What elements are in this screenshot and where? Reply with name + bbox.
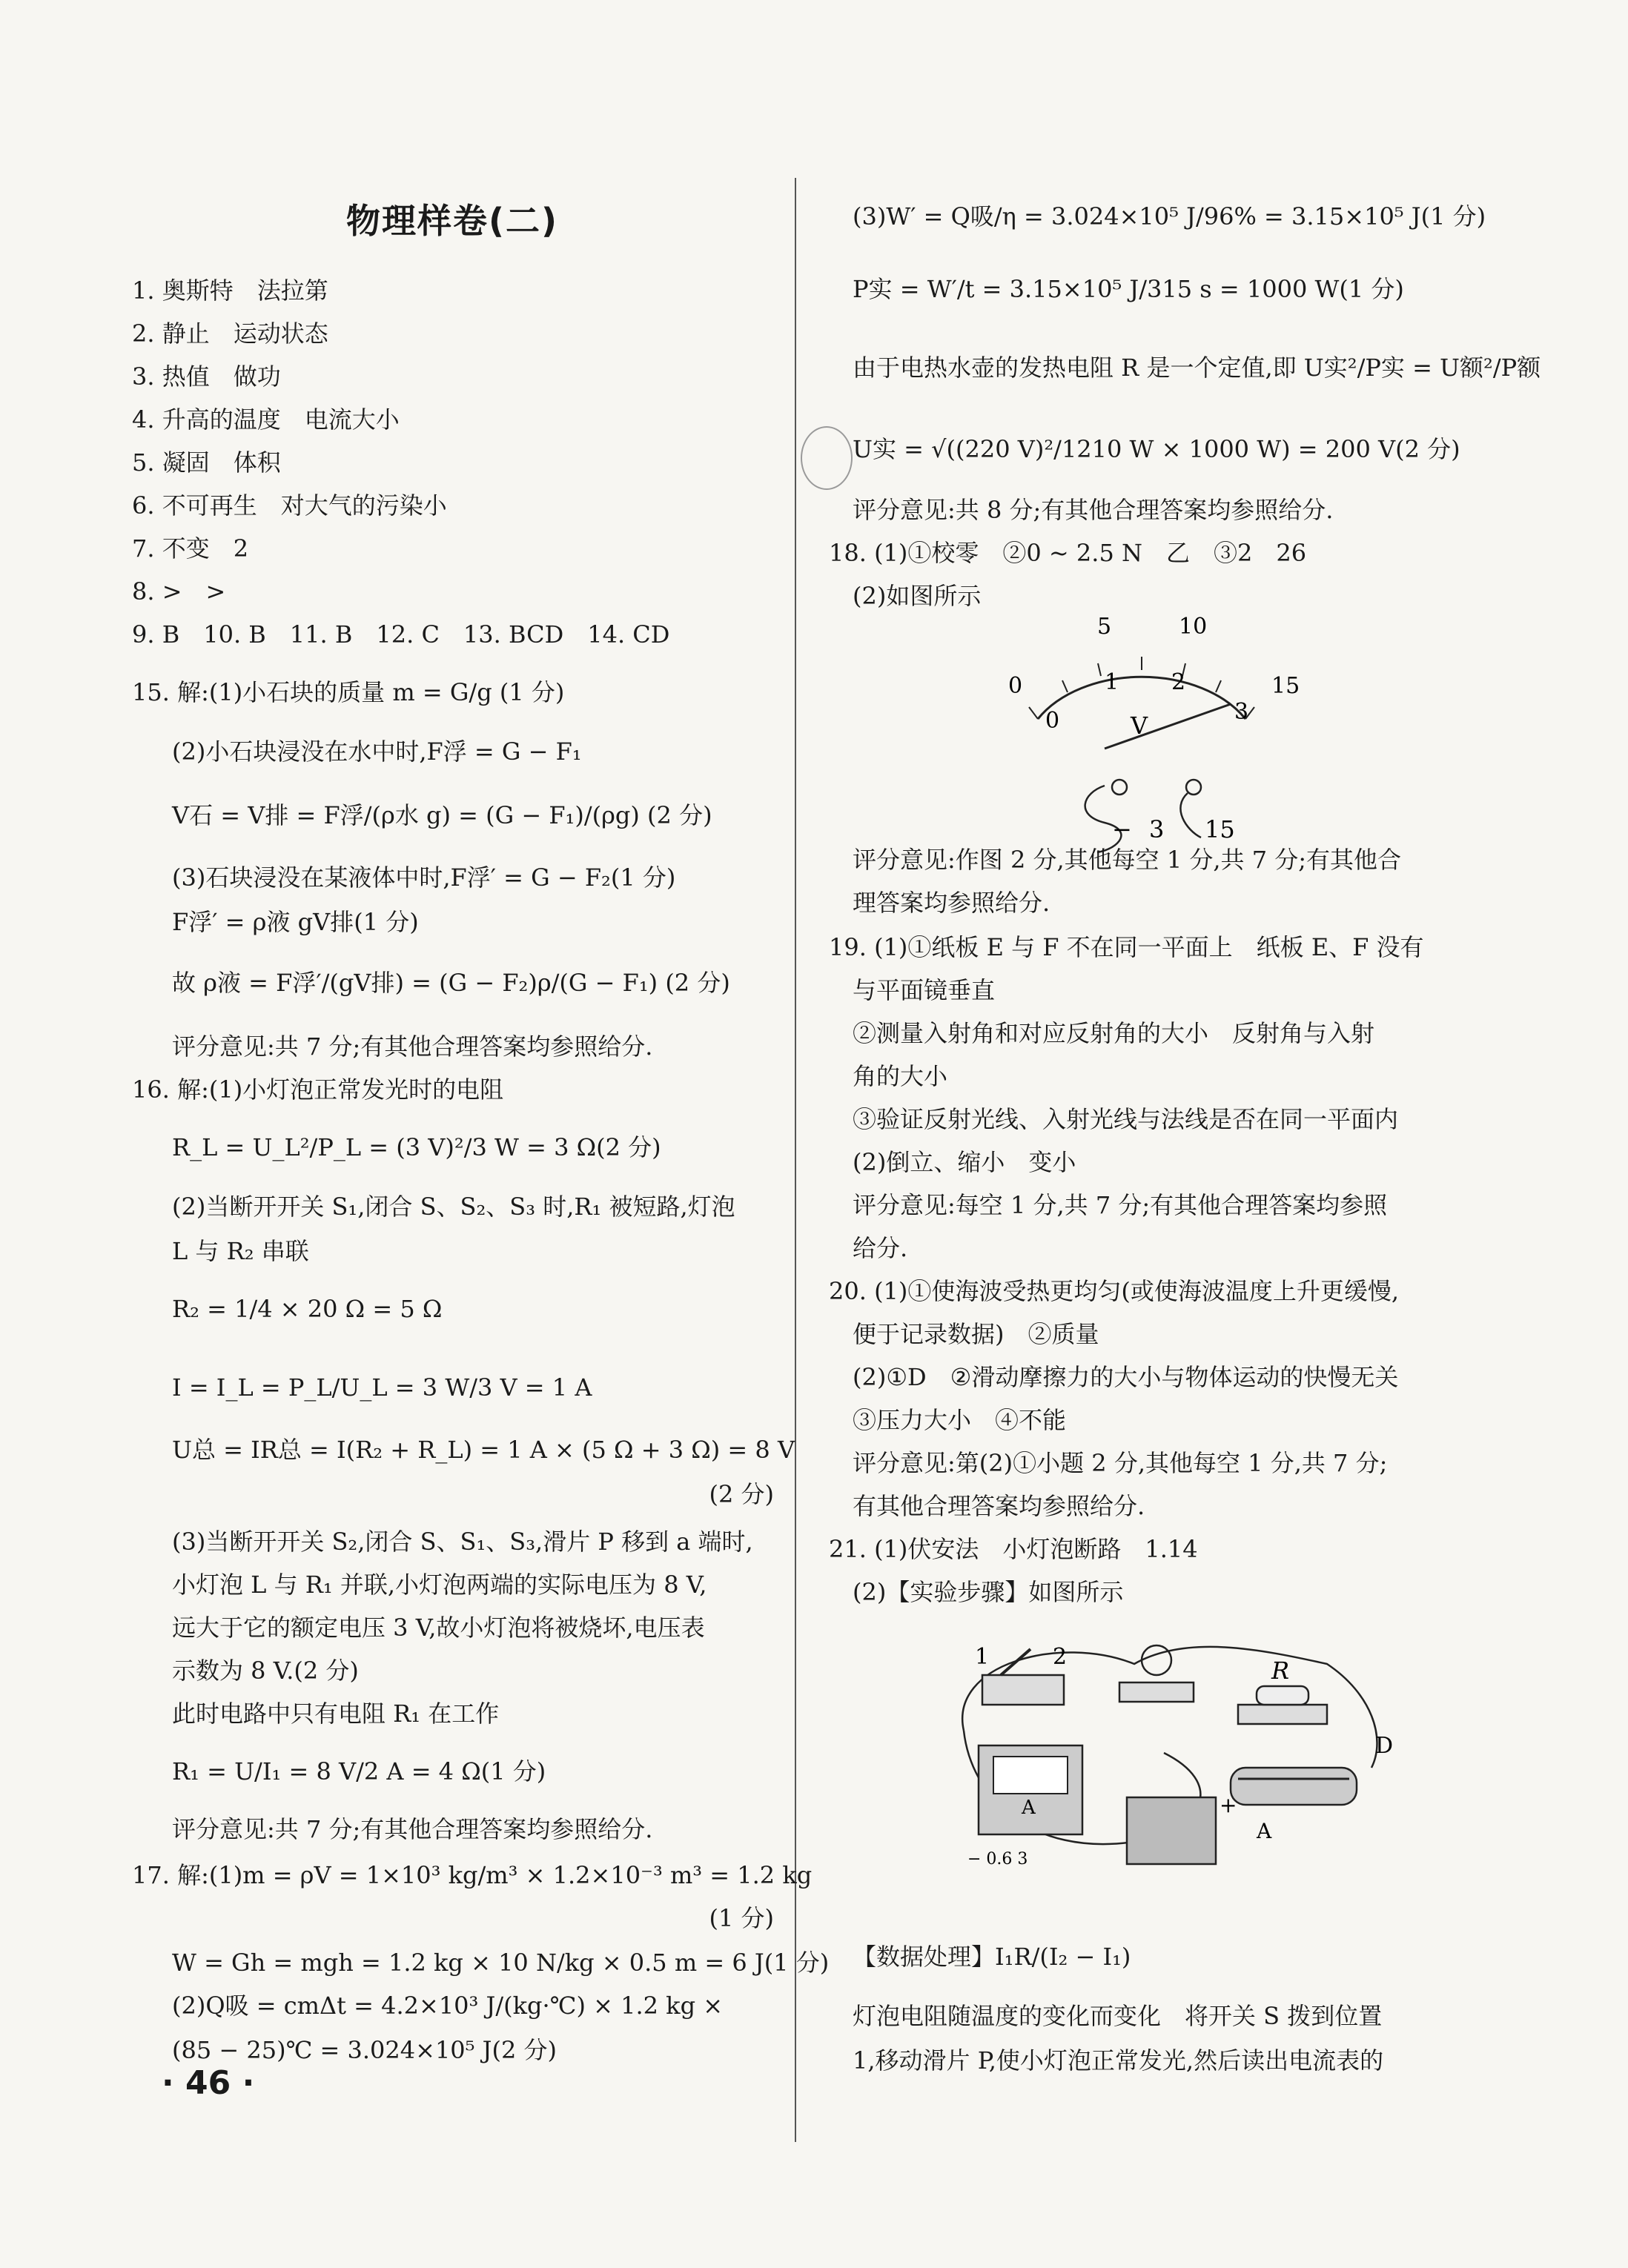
- scale-label-top: 5: [1097, 615, 1112, 640]
- answer-line: 小灯泡 L 与 R₁ 并联,小灯泡两端的实际电压为 8 V,: [172, 1571, 707, 1599]
- scoring-note: 给分.: [853, 1234, 908, 1262]
- scale-label-top: 10: [1179, 615, 1208, 640]
- answer-line: (2)【实验步骤】如图所示: [853, 1578, 1124, 1606]
- answer-line: 2. 静止 运动状态: [132, 319, 328, 348]
- lightbulb-icon: [1142, 1645, 1171, 1675]
- answer-line: 故 ρ液 = F浮′/(gV排) = (G − F₂)ρ/(G − F₁) (2 分): [172, 969, 730, 997]
- scoring-note: 评分意见:每空 1 分,共 7 分;有其他合理答案均参照: [853, 1191, 1388, 1219]
- answer-line: 3. 热值 做功: [132, 362, 281, 391]
- scoring-note: 评分意见:共 7 分;有其他合理答案均参照给分.: [172, 1815, 653, 1843]
- switch-position-label: 1: [975, 1644, 990, 1670]
- answer-line: 19. (1)①纸板 E 与 F 不在同一平面上 纸板 E、F 没有: [829, 933, 1424, 961]
- answer-line: 角的大小: [853, 1062, 948, 1090]
- score-mark: (2 分): [709, 1480, 774, 1508]
- voltmeter-dial-figure: [993, 615, 1305, 860]
- answer-line: 6. 不可再生 对大气的污染小: [132, 491, 447, 520]
- terminal-15: [1186, 780, 1201, 795]
- answer-line: ③验证反射光线、入射光线与法线是否在同一平面内: [853, 1105, 1399, 1133]
- answer-line: 4. 升高的温度 电流大小: [132, 405, 400, 434]
- ammeter-face: [993, 1757, 1068, 1794]
- answer-line: 17. 解:(1)m = ρV = 1×10³ kg/m³ × 1.2×10⁻³ m³ = 1.2 kg: [132, 1861, 813, 1889]
- answer-line: 【数据处理】I₁R/(I₂ − I₁): [853, 1943, 1131, 1971]
- answer-line: ②测量入射角和对应反射角的大小 反射角与入射: [853, 1019, 1375, 1047]
- scoring-note: 理答案均参照给分.: [853, 889, 1050, 917]
- answer-line: R₂ = 1/4 × 20 Ω = 5 Ω: [172, 1295, 443, 1323]
- battery-plus-label: +: [1220, 1793, 1237, 1817]
- answer-line: 与平面镜垂直: [853, 976, 996, 1004]
- terminal-label: 15: [1205, 815, 1235, 843]
- answer-line: (85 − 25)℃ = 3.024×10⁵ J(2 分): [172, 2036, 557, 2064]
- scoring-note: 有其他合理答案均参照给分.: [853, 1492, 1145, 1520]
- answer-line: U总 = IR总 = I(R₂ + R_L) = 1 A × (5 Ω + 3 Ω) = 8 V: [172, 1436, 795, 1464]
- scale-label-bottom: 0: [1045, 708, 1060, 734]
- point-label-a: A: [1257, 1819, 1272, 1843]
- resistor-label: R: [1271, 1657, 1290, 1685]
- point-label-d: D: [1375, 1733, 1394, 1759]
- page-title: 物理样卷(二): [345, 201, 559, 241]
- scale-label-bottom: 3: [1234, 699, 1249, 725]
- switch-lever: [1001, 1649, 1030, 1675]
- answer-line: 远大于它的额定电压 3 V,故小灯泡将被烧坏,电压表: [172, 1614, 705, 1642]
- answer-line: I = I_L = P_L/U_L = 3 W/3 V = 1 A: [172, 1373, 592, 1402]
- answer-line: R_L = U_L²/P_L = (3 V)²/3 W = 3 Ω(2 分): [172, 1133, 661, 1161]
- answer-line: 1,移动滑片 P,使小灯泡正常发光,然后读出电流表的: [853, 2046, 1384, 2075]
- answer-line: (2)如图所示: [853, 582, 982, 610]
- circuit-diagram-figure: [942, 1619, 1416, 1886]
- wire: [1180, 793, 1201, 838]
- answer-line: ③压力大小 ④不能: [853, 1406, 1067, 1434]
- answer-line: V石 = V排 = F浮/(ρ水 g) = (G − F₁)/(ρg) (2 分): [172, 801, 712, 829]
- pointer-needle: [1105, 704, 1231, 749]
- answer-line: (3)W′ = Q吸/η = 3.024×10⁵ J/96% = 3.15×10⁵ J(1 分): [853, 202, 1486, 231]
- scale-label-top: 15: [1271, 673, 1300, 699]
- answer-line: 5. 凝固 体积: [132, 448, 281, 477]
- answer-line: 16. 解:(1)小灯泡正常发光时的电阻: [132, 1075, 504, 1104]
- answer-line: P实 = W′/t = 3.15×10⁵ J/315 s = 1000 W(1 分): [853, 275, 1404, 303]
- answer-line: (2)小石块浸没在水中时,F浮 = G − F₁: [172, 737, 582, 766]
- stamp-seal: [801, 426, 853, 490]
- resistor-base: [1238, 1705, 1327, 1724]
- answer-line: 9. B 10. B 11. B 12. C 13. BCD 14. CD: [132, 620, 670, 649]
- scoring-note: 评分意见:第(2)①小题 2 分,其他每空 1 分,共 7 分;: [853, 1449, 1388, 1477]
- scale-label-zero-top: 0: [1008, 673, 1023, 699]
- answer-line: 此时电路中只有电阻 R₁ 在工作: [172, 1700, 500, 1728]
- scoring-note: 评分意见:作图 2 分,其他每空 1 分,共 7 分;有其他合: [853, 846, 1402, 874]
- terminal-negative: [1112, 780, 1127, 795]
- answer-line: 20. (1)①使海波受热更均匀(或使海波温度上升更缓慢,: [829, 1277, 1400, 1305]
- ammeter-range-label: − 0.6 3: [967, 1850, 1028, 1869]
- scoring-note: 评分意见:共 8 分;有其他合理答案均参照给分.: [853, 496, 1334, 524]
- answer-line: 由于电热水壶的发热电阻 R 是一个定值,即 U实²/P实 = U额²/P额: [853, 354, 1541, 382]
- terminal-label: −: [1112, 815, 1132, 843]
- column-divider: [795, 178, 796, 2142]
- scale-ticks: [1029, 657, 1254, 719]
- scale-label-bottom: 1: [1105, 669, 1119, 695]
- answer-line: 灯泡电阻随温度的变化而变化 将开关 S 拨到位置: [853, 2002, 1383, 2030]
- answer-line: W = Gh = mgh = 1.2 kg × 10 N/kg × 0.5 m = 6 J(1 分): [172, 1949, 830, 1977]
- answer-line: 21. (1)伏安法 小灯泡断路 1.14: [829, 1535, 1198, 1563]
- answer-line: 8. > >: [132, 577, 226, 606]
- answer-line: 7. 不变 2: [132, 534, 249, 563]
- resistor-body: [1257, 1686, 1308, 1705]
- page-number: · 46 ·: [162, 2064, 255, 2102]
- lamp-base: [1119, 1682, 1194, 1702]
- rheostat-body: [1231, 1768, 1357, 1805]
- answer-line: (3)石块浸没在某液体中时,F浮′ = G − F₂(1 分): [172, 863, 676, 892]
- answer-line: 便于记录数据) ②质量: [853, 1320, 1099, 1348]
- scoring-note: 评分意见:共 7 分;有其他合理答案均参照给分.: [172, 1032, 653, 1061]
- answer-line: L 与 R₂ 串联: [172, 1237, 309, 1265]
- answer-line: U实 = √((220 V)²/1210 W × 1000 W) = 200 V(2 分): [853, 435, 1460, 463]
- meter-unit: V: [1131, 712, 1148, 740]
- answer-line: R₁ = U/I₁ = 8 V/2 A = 4 Ω(1 分): [172, 1757, 546, 1785]
- scale-label-bottom: 2: [1171, 669, 1186, 695]
- answer-line: 15. 解:(1)小石块的质量 m = G/g (1 分): [132, 678, 565, 706]
- battery-pack: [1127, 1797, 1216, 1864]
- answer-line: (2)当断开开关 S₁,闭合 S、S₂、S₃ 时,R₁ 被短路,灯泡: [172, 1193, 735, 1221]
- answer-line: 18. (1)①校零 ②0 ~ 2.5 N 乙 ③2 26: [829, 539, 1307, 567]
- answer-line: (3)当断开开关 S₂,闭合 S、S₁、S₃,滑片 P 移到 a 端时,: [172, 1528, 753, 1556]
- answer-line: 1. 奥斯特 法拉第: [132, 276, 328, 305]
- answer-line: (2)Q吸 = cmΔt = 4.2×10³ J/(kg·℃) × 1.2 kg ×: [172, 1992, 724, 2020]
- ammeter-label: A: [1022, 1797, 1036, 1819]
- answer-line: F浮′ = ρ液 gV排(1 分): [172, 908, 419, 936]
- answer-line: (2)倒立、缩小 变小: [853, 1148, 1076, 1176]
- terminal-label: 3: [1149, 815, 1165, 843]
- answer-line: (2)①D ②滑动摩擦力的大小与物体运动的快慢无关: [853, 1363, 1399, 1391]
- answer-line: 示数为 8 V.(2 分): [172, 1657, 359, 1685]
- switch-base: [982, 1675, 1064, 1705]
- score-mark: (1 分): [709, 1904, 774, 1932]
- switch-position-label: 2: [1053, 1644, 1068, 1670]
